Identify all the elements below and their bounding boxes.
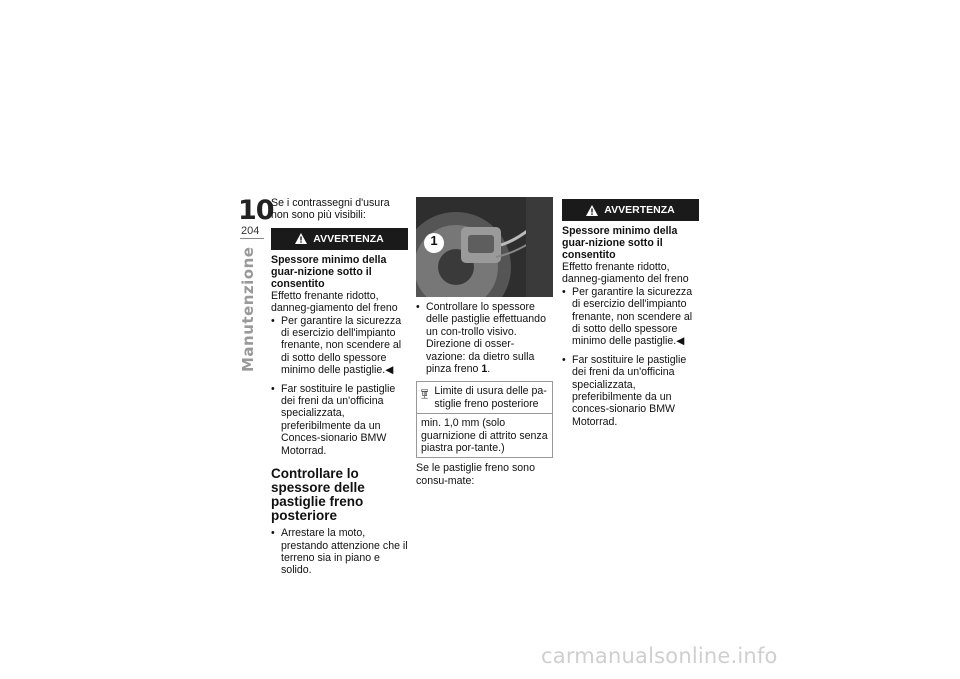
warning-list	[562, 286, 699, 428]
spec-title: Limite di usura delle pa-stiglie freno posteriore	[434, 385, 547, 410]
inspection-text-end: .	[487, 363, 491, 376]
warning-text: Effetto frenante ridotto, danneg-giamento del freno	[562, 261, 689, 286]
caliper-icon	[421, 385, 428, 403]
outro-text: Se le pastiglie freno sono consu-mate:	[416, 462, 535, 487]
list-item: • Far sostituire le pastiglie dei freni da un'officina specializzata, preferibilmente da un conces-sionario BMW Motorrad.	[562, 354, 699, 428]
column-3	[562, 197, 699, 434]
spec-header	[417, 382, 552, 414]
procedure-list	[271, 527, 408, 577]
brake-caliper-photo	[416, 197, 553, 297]
warning-banner	[562, 199, 699, 221]
callout-reference: 1	[481, 363, 488, 376]
photo-callout: 1	[430, 233, 438, 248]
warning-list	[271, 315, 408, 457]
section-title: Controllare lo spessore delle pastiglie freno posteriore	[271, 466, 365, 524]
warning-banner	[271, 228, 408, 250]
list-item: • Per garantire la sicurezza di esercizio dell'impianto frenante, non scendere al di sotto dello spessore minimo delle pastiglie.◀	[562, 286, 699, 348]
warning-label: AVVERTENZA	[604, 203, 675, 216]
page-rule	[240, 238, 264, 239]
warning-label: AVVERTENZA	[313, 232, 384, 245]
list-item: • Far sostituire le pastiglie dei freni da un'officina specializzata, preferibilmente da un Conces-sionario BMW Motorrad.	[271, 383, 408, 457]
list-item	[416, 301, 553, 375]
list-item: • Per garantire la sicurezza di esercizio dell'impianto frenante, non scendere al di sotto dello spessore minimo delle pastiglie.◀	[271, 315, 408, 377]
warning-title: Spessore minimo della guar-nizione sotto il consentito	[562, 225, 678, 261]
warning-triangle-icon	[586, 205, 598, 216]
watermark: carmanualsonline.info	[541, 644, 778, 668]
inspection-list	[416, 301, 553, 375]
warning-triangle-icon	[295, 233, 307, 244]
inspection-text: Controllare lo spessore delle pastiglie effettuando un con-trollo visivo. Direzione di osser-vazione: da dietro sulla pinza freno	[426, 301, 546, 376]
spec-value: min. 1,0 mm (solo guarnizione di attrito senza piastra por-tante.)	[421, 417, 548, 455]
warning-text: Effetto frenante ridotto, danneg-giamento del freno	[271, 289, 398, 315]
chapter-title: Manutenzione	[239, 246, 257, 372]
spec-box	[416, 381, 553, 458]
page-number: 204	[241, 225, 260, 237]
column-1	[271, 197, 408, 583]
intro-text: Se i contrassegni d'usura non sono più visibili:	[271, 197, 390, 222]
warning-title: Spessore minimo della guar-nizione sotto il consentito	[271, 253, 387, 290]
list-item: • Arrestare la moto, prestando attenzione che il terreno sia in piano e solido.	[271, 527, 408, 577]
column-2	[416, 197, 553, 487]
chapter-number: 10	[238, 195, 274, 226]
